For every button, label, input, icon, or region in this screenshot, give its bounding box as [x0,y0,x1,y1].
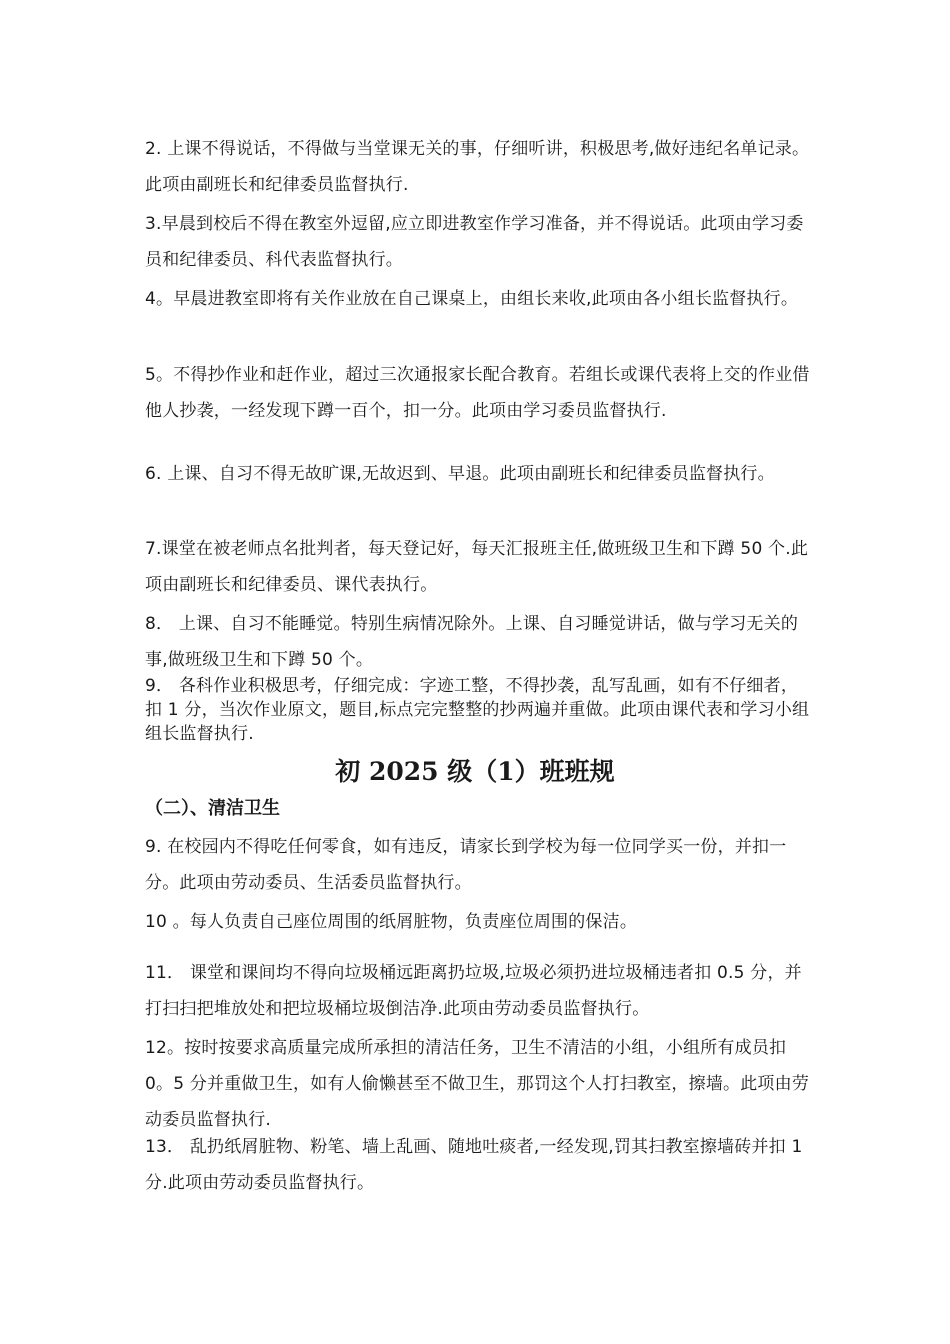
rule-8: 8． 上课、自习不能睡觉。特别生病情况除外。上课、自习睡觉讲话，做与学习无关的事,做班级卫生和下蹲 50 个。 [145,614,799,670]
page-title: 初 2025 级（1）班班规 [335,757,615,786]
section-heading: （二）、清洁卫生 [145,798,280,819]
hygiene-rule-13: 13． 乱扔纸屑脏物、粉笔、墙上乱画、随地吐痰者,一经发现,罚其扫教室擦墙砖并扣 1 分.此项由劳动委员监督执行。 [145,1137,803,1193]
rule-4: 4。早晨进教室即将有关作业放在自己课桌上，由组长来收,此项由各小组长监督执行。 [145,289,799,309]
rule-3: 3.早晨到校后不得在教室外逗留,应立即进教室作学习准备，并不得说话。此项由学习委员和纪律委员、科代表监督执行。 [145,214,804,270]
rule-6: 6. 上课、自习不得无故旷课,无故迟到、早退。此项由副班长和纪律委员监督执行。 [145,464,775,484]
rule-7: 7.课堂在被老师点名批判者，每天登记好，每天汇报班主任,做班级卫生和下蹲 50 个.此项由副班长和纪律委员、课代表执行。 [145,539,809,595]
hygiene-rule-12: 12。按时按要求高质量完成所承担的清洁任务，卫生不清洁的小组，小组所有成员扣 0。5 分并重做卫生，如有人偷懒甚至不做卫生，那罚这个人打扫教室，擦墙。此项由劳动委员监督执行. [145,1038,810,1130]
hygiene-rule-9: 9. 在校园内不得吃任何零食，如有违反，请家长到学校为每一位同学买一份，并扣一分。此项由劳动委员、生活委员监督执行。 [145,837,787,893]
hygiene-rule-11: 11． 课堂和课间均不得向垃圾桶远距离扔垃圾,垃圾必须扔进垃圾桶违者扣 0.5 分，并打扫扫把堆放处和把垃圾桶垃圾倒洁净.此项由劳动委员监督执行。 [145,963,802,1019]
rule-5: 5。不得抄作业和赶作业，超过三次通报家长配合教育。若组长或课代表将上交的作业借他人抄袭，一经发现下蹲一百个，扣一分。此项由学习委员监督执行. [145,365,810,421]
rule-2: 2. 上课不得说话，不得做与当堂课无关的事，仔细听讲，积极思考,做好违纪名单记录。此项由副班长和纪律委员监督执行. [145,139,810,195]
hygiene-rule-10: 10 。每人负责自己座位周围的纸屑脏物，负责座位周围的保洁。 [145,912,638,932]
rule-9: 9． 各科作业积极思考，仔细完成：字迹工整，不得抄袭，乱写乱画，如有不仔细者，扣 1 分，当次作业原文，题目,标点完完整整的抄两遍并重做。此项由课代表和学习小组组长监督执行. [145,676,810,744]
